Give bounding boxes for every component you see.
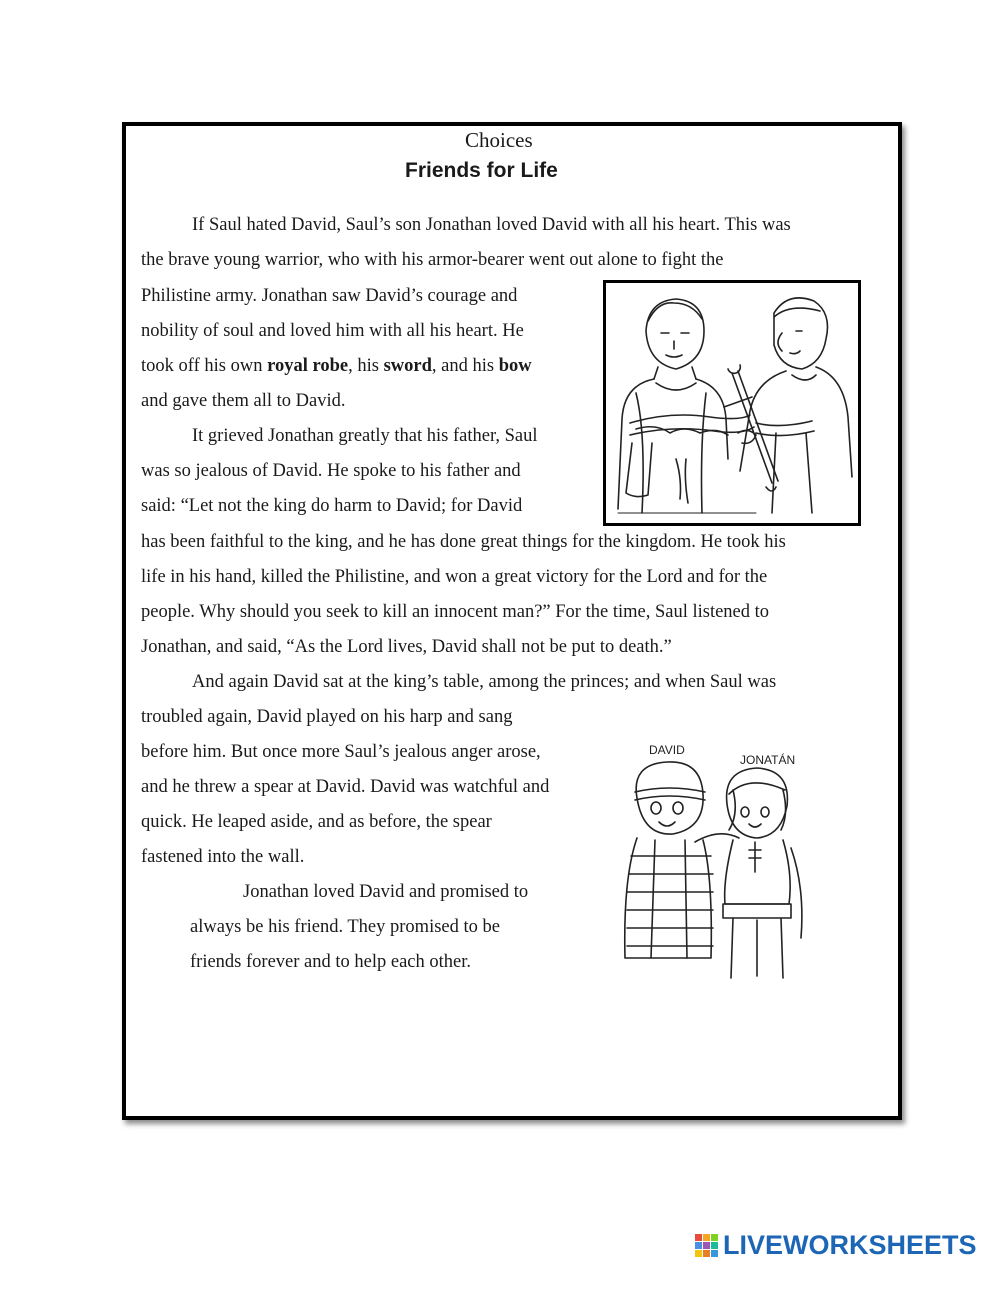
story-line: the brave young warrior, who with his armor-bearer went out alone to fight the: [141, 250, 724, 270]
story-line: life in his hand, killed the Philistine, and won a great victory for the Lord and for the: [141, 567, 768, 587]
story-line: always be his friend. They promised to be: [190, 917, 500, 937]
story-line: and gave them all to David.: [141, 391, 346, 411]
story-line: Jonathan, and said, “As the Lord lives, David shall not be put to death.”: [141, 637, 672, 657]
worksheet-subtitle: Choices: [465, 128, 533, 152]
jonathan-gives-robe-illustration: [603, 280, 861, 526]
worksheet-title: Friends for Life: [405, 159, 558, 182]
story-line: It grieved Jonathan greatly that his father, Saul: [192, 426, 538, 446]
label-jonathan: JONATÁN: [740, 753, 796, 767]
story-line: Philistine army. Jonathan saw David’s courage and: [141, 286, 518, 306]
story-line: nobility of soul and loved him with all his heart. He: [141, 321, 524, 341]
david-and-jonathan-cartoon: [615, 738, 835, 983]
highlight-sword: sword: [383, 356, 432, 376]
liveworksheets-logo-icon: [695, 1234, 718, 1257]
story-line: troubled again, David played on his harp and sang: [141, 707, 513, 727]
story-line: has been faithful to the king, and he has done great things for the kingdom. He took his: [141, 532, 786, 552]
liveworksheets-logo: [695, 1230, 977, 1261]
story-line: people. Why should you seek to kill an innocent man?” For the time, Saul listened to: [141, 602, 770, 622]
story-line: friends forever and to help each other.: [190, 952, 471, 972]
story-line: If Saul hated David, Saul’s son Jonathan loved David with all his heart. This was: [192, 215, 791, 235]
story-line: quick. He leaped aside, and as before, the spear: [141, 812, 492, 832]
story-line: Jonathan loved David and promised to: [243, 882, 529, 902]
story-line: said: “Let not the king do harm to David; for David: [141, 496, 523, 516]
story-line: And again David sat at the king’s table, among the princes; and when Saul was: [192, 672, 777, 692]
story-line: and he threw a spear at David. David was watchful and: [141, 777, 550, 797]
story-line: fastened into the wall.: [141, 847, 305, 867]
highlight-bow: bow: [498, 356, 532, 376]
highlight-royal-robe: royal robe: [267, 356, 349, 376]
story-line: before him. But once more Saul’s jealous anger arose,: [141, 742, 541, 762]
label-david: DAVID: [649, 743, 685, 757]
brand-wordmark: LIVEWORKSHEETS: [723, 1230, 977, 1260]
story-line-gifts: took off his own royal robe, his sword, and his bow: [141, 356, 532, 376]
story-line: was so jealous of David. He spoke to his father and: [141, 461, 521, 481]
